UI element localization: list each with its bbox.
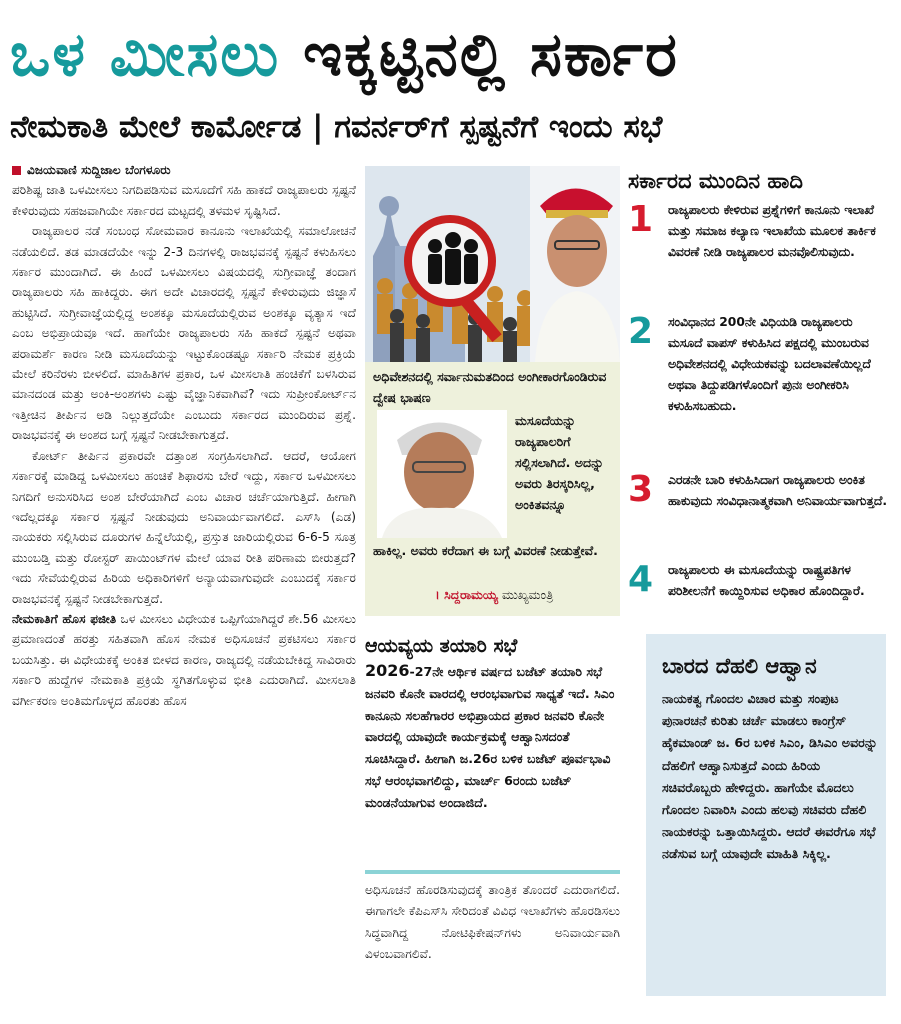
article-paragraph-last — [12, 609, 356, 711]
dateline-text: ವಿಜಯವಾಣಿ ಸುದ್ದಿಜಾಲ ಬೆಂಗಳೂರು — [27, 163, 171, 177]
lead-bold: ನೇಮಕಾತಿಗೆ ಹೊಸ ಫಜೀತಿ — [12, 611, 117, 626]
headline — [10, 10, 890, 100]
article-continuation: ಅಧಿಸೂಚನೆ ಹೊರಡಿಸುವುದಕ್ಕೆ ತಾಂತ್ರಿಕ ತೊಂದರೆ ಎದುರಾಗಲಿದೆ. ಈಗಾಗಲೇ ಕೆಪಿಎಸ್‌ಸಿ ಸೇರಿದಂತೆ ವಿವಿಧ ಇಲಾಖೆಗಳು ಹೊರಡಿಸಲು ಸಿದ್ಧವಾಗಿದ್ದ ನೋಟಿಫಿಕೇಷನ್‌ಗಳು ಅನಿವಾರ್ಯವಾಗಿ ವಿಳಂಬವಾಗಲಿವೆ. — [365, 883, 620, 962]
quote-text-top: ಅಧಿವೇಶನದಲ್ಲಿ ಸರ್ವಾನುಮತದಿಂದ ಅಂಗೀಕಾರಗೊಂಡಿರುವ ದ್ವೇಷ ಭಾಷಣ — [373, 369, 607, 405]
headline-part2: ಇಕ್ಕಟ್ಟಿನಲ್ಲಿ ಸರ್ಕಾರ — [303, 20, 679, 90]
agenda-number: 2 — [628, 311, 654, 352]
agenda-text: ಎರಡನೇ ಬಾರಿ ಕಳುಹಿಸಿದಾಗ ರಾಜ್ಯಪಾಲರು ಅಂಕಿತ ಹಾಕುವುದು ಸಂವಿಧಾನಾತ್ಮಕವಾಗಿ ಅನಿವಾರ್ಯವಾಗುತ್ತದೆ. — [668, 473, 887, 508]
cm-portrait — [377, 410, 507, 538]
delhi-heading: ಬಾರದ ದೆಹಲಿ ಆಹ್ವಾನ — [662, 654, 817, 678]
agenda-number: 4 — [628, 559, 654, 600]
agenda-number: 1 — [628, 199, 654, 240]
agenda-text: ಸಂವಿಧಾನದ 200ನೇ ವಿಧಿಯಡಿ ರಾಜ್ಯಪಾಲರು ಮಸೂದೆ ವಾಪಸ್ ಕಳುಹಿಸಿದ ಪಕ್ಷದಲ್ಲಿ ಮುಂಬರುವ ಅಧಿವೇಶನದಲ್ಲಿ ವಿಧೇಯಕವನ್ನು ಬದಲಾವಣೆಯಿಲ್ಲದೆ ಅಥವಾ ತಿದ್ದುಪಡಿಗಳೊಂದಿಗೆ ಪುನಃ ಅಂಗೀಕರಿಸಿ ಕಳುಹಿಸಬಹುದು. — [668, 315, 871, 413]
budget-year: 2026 — [365, 661, 410, 680]
quote-text-right: ಮಸೂದೆಯನ್ನು ರಾಜ್ಯಪಾಲರಿಗೆ ಸಲ್ಲಿಸಲಾಗಿದೆ. ಅದನ್ನು ಅವರು ತಿರಸ್ಕರಿಸಿಲ್ಲ, ಅಂಕಿತವನ್ನೂ — [515, 413, 604, 512]
article-paragraph: ರಾಜ್ಯಪಾಲರ ನಡೆ ಸಂಬಂಧ ಸೋಮವಾರ ಕಾನೂನು ಇಲಾಖೆಯಲ್ಲಿ ಸಮಾಲೋಚನೆ ನಡೆಯಲಿದೆ. ತಡ ಮಾಡದೆಯೇ ಇನ್ನು 2-3 ದಿನಗಳಲ್ಲಿ ರಾಜಭವನಕ್ಕೆ ಸ್ಪಷ್ಟನೆ ಕಳುಹಿಸಲು ಸರ್ಕಾರ ಮುಂದಾಗಿದೆ. ಈ ಹಿಂದೆ ಒಳಮೀಸಲು ವಿಷಯದಲ್ಲಿ ಸುಗ್ರೀವಾಜ್ಞೆ ತಂದಾಗ ರಾಜ್ಯಪಾಲರು ಸಹಿ ಹಾಕಿದ್ದರು. ಈಗ ಅದೇ ವಿಚಾರದಲ್ಲಿ ಸ್ಪಷ್ಟನೆ ಕೇಳಿರುವುದು ಜಿಜ್ಞಾಸೆ ಹುಟ್ಟಿಸಿದೆ. ಸುಗ್ರೀವಾಜ್ಞೆಯಲ್ಲಿದ್ದ ಅಂಶಕ್ಕೂ ಮಸೂದೆಯಲ್ಲಿರುವ ಅಂಶಕ್ಕೂ ವ್ಯತ್ಯಾಸ ಇದೆ ಎಂಬ ಅಭಿಪ್ರಾಯವೂ ಇದೆ. ಹಾಗೆಯೇ ರಾಜ್ಯಪಾಲರು ಸಹಿ ಹಾಕದೆ ಸ್ಪಷ್ಟನೆ ಅಥವಾ ಪರಾಮರ್ಶೆ ಕಾರಣ ನೀಡಿ ಮಸೂದೆಯನ್ನು ಇಟ್ಟುಕೊಂಡಷ್ಟೂ ಸರ್ಕಾರಿ ನೇಮಕ ಪ್ರಕ್ರಿಯೆ ಮೇಲೆ ಕರಿನೆರಳು ಬೀಳಲಿದೆ. ಮಾಹಿತಿಗಳ ಪ್ರಕಾರ, ಒಳ ಮೀಸಲಾತಿ ಹಂಚಿಕೆಗೆ ಬಳಸಿರುವ ಮಾನದಂಡ ಮತ್ತು ಅಂಕಿ-ಅಂಶಗಳು ಎಷ್ಟು ವೈಜ್ಞಾನಿಕವಾಗಿವೆ? ಇದು ಸುಪ್ರೀಂಕೋರ್ಟ್‌ನ ಇತ್ತೀಚಿನ ತೀರ್ಪಿನ ಅಡಿ ನಿಲ್ಲುತ್ತದೆಯೇ ಎಂಬುದು ಸರ್ಕಾರದ ಮುಂದಿರುವ ಪ್ರಶ್ನೆ. ರಾಜಭವನಕ್ಕೆ ಈ ಅಂಶದ ಬಗ್ಗೆ ಸ್ಪಷ್ಟನೆ ನೀಡಬೇಕಾಗುತ್ತದೆ. — [12, 224, 356, 443]
agenda-item — [628, 470, 890, 556]
subheadline: ನೇಮಕಾತಿ ಮೇಲೆ ಕಾರ್ಮೋಡ | ಗವರ್ನರ್‌ಗೆ ಸ್ಪಷ್ಟನೆಗೆ ಇಂದು ಸಭೆ — [10, 109, 663, 145]
quote-text-bottom: ಹಾಕಿಲ್ಲ. ಅವರು ಕರೆದಾಗ ಈ ಬಗ್ಗೆ ವಿವರಣೆ ನೀಡುತ್ತೇವೆ. — [373, 543, 598, 558]
delhi-text: ನಾಯಕತ್ವ ಗೊಂದಲ ವಿಚಾರ ಮತ್ತು ಸಂಪುಟ ಪುನಾರಚನೆ ಕುರಿತು ಚರ್ಚೆ ಮಾಡಲು ಕಾಂಗ್ರೆಸ್ ಹೈಕಮಾಂಡ್ ಜ. 6ರ ಬಳಿಕ ಸಿಎಂ, ಡಿಸಿಎಂ ಅವರನ್ನು ದೆಹಲಿಗೆ ಆಹ್ವಾನಿಸುತ್ತದೆ ಎಂದು ಹಿರಿಯ ಸಚಿವರೊಬ್ಬರು ಹೇಳಿದ್ದರು. ಹಾಗೆಯೇ ಮೊದಲು ಗೊಂದಲ ನಿವಾರಿಸಿ ಎಂದು ಹಲವು ಸಚಿವರು ದೆಹಲಿ ನಾಯಕರನ್ನು ಒತ್ತಾಯಿಸಿದ್ದರು. ಆದರೆ ಈವರೆಗೂ ಸಭೆ ನಡೆಸುವ ಬಗ್ಗೆ ಯಾವುದೇ ಮಾಹಿತಿ ಸಿಕ್ಕಿಲ್ಲ. — [662, 691, 878, 862]
quote-box — [365, 362, 620, 616]
quote-speaker-role: ಮುಖ್ಯಮಂತ್ರಿ — [497, 587, 554, 602]
agenda-item — [628, 312, 890, 462]
main-article — [12, 160, 356, 1020]
agenda-number: 3 — [628, 469, 654, 510]
agenda-text: ರಾಜ್ಯಪಾಲರು ಈ ಮಸೂದೆಯನ್ನು ರಾಷ್ಟ್ರಪತಿಗಳ ಪರಿಶೀಲನೆಗೆ ಕಾಯ್ದಿರಿಸುವ ಅಧಿಕಾರ ಹೊಂದಿದ್ದಾರೆ. — [668, 563, 865, 598]
quote-attribution — [435, 584, 615, 606]
dateline — [12, 160, 356, 180]
budget-text — [365, 660, 620, 814]
article-paragraph: ಪರಿಶಿಷ್ಟ ಜಾತಿ ಒಳಮೀಸಲು ನಿಗದಿಪಡಿಸುವ ಮಸೂದೆಗೆ ಸಹಿ ಹಾಕದೆ ರಾಜ್ಯಪಾಲರು ಸ್ಪಷ್ಟನೆ ಕೇಳಿರುವುದು ಸಹಜವಾಗಿಯೇ ಸರ್ಕಾರದ ಮಟ್ಟದಲ್ಲಿ ತಳಮಳ ಸೃಷ್ಟಿಸಿದೆ. — [12, 183, 356, 218]
budget-body: -27ನೇ ಆರ್ಥಿಕ ವರ್ಷದ ಬಜೆಟ್ ತಯಾರಿ ಸಭೆ ಜನವರಿ ಕೊನೇ ವಾರದಲ್ಲಿ ಆರಂಭವಾಗುವ ಸಾಧ್ಯತೆ ಇದೆ. ಸಿಎಂ ಕಾನೂನು ಸಲಹೆಗಾರರ ಅಭಿಪ್ರಾಯದ ಪ್ರಕಾರ ಜನವರಿ ಕೊನೇ ವಾರದಲ್ಲಿ ಯಾವುದೇ ಕಾರ್ಯಕ್ರಮಕ್ಕೆ ಆಹ್ವಾನಿಸದಂತೆ ಸೂಚಿಸಿದ್ದಾರೆ. ಹೀಗಾಗಿ ಜ.26ರ ಬಳಿಕ ಬಜೆಟ್ ಪೂರ್ವಭಾವಿ ಸಭೆ ಆರಂಭವಾಗಲಿದ್ದು, ಮಾರ್ಚ್ 6ರಂದು ಬಜೆಟ್ ಮಂಡನೆಯಾಗುವ ಅಂದಾಜಿದೆ. — [365, 664, 615, 810]
budget-heading: ಆಯವ್ಯಯ ತಯಾರಿ ಸಭೆ — [365, 635, 518, 657]
agenda-item — [628, 560, 890, 626]
headline-part1: ಒಳ ಮೀಸಲು — [10, 20, 281, 90]
agenda-text: ರಾಜ್ಯಪಾಲರು ಕೇಳಿರುವ ಪ್ರಶ್ನೆಗಳಿಗೆ ಕಾನೂನು ಇಲಾಖೆ ಮತ್ತು ಸಮಾಜ ಕಲ್ಯಾಣ ಇಲಾಖೆಯ ಮೂಲಕ ತಾರ್ಕಿಕ ವಿವರಣೆ ನೀಡಿ ರಾಜ್ಯಪಾಲರ ಮನವೊಲಿಸುವುದು. — [668, 203, 876, 259]
reservation-illustration — [365, 166, 620, 362]
agenda-heading: ಸರ್ಕಾರದ ಮುಂದಿನ ಹಾದಿ — [628, 169, 803, 193]
last-paragraph-text: ಒಳ ಮೀಸಲು ವಿಧೇಯಕ ಒಪ್ಪಿಗೆಯಾಗಿದ್ದರೆ ಶೇ.56 ಮೀಸಲು ಪ್ರಮಾಣದಂತೆ ಹರತ್ತು ಸಹಿತವಾಗಿ ಹೊಸ ನೇಮಕ ಅಧಿಸೂಚನೆ ಪ್ರಕಟಿಸಲು ಸರ್ಕಾರ ಬಯಸಿತ್ತು. ಈ ವಿಧೇಯಕಕ್ಕೆ ಅಂಕಿತ ಬೀಳದ ಕಾರಣ, ರಾಜ್ಯದಲ್ಲಿ ನಡೆಯಬೇಕಿದ್ದ ಸಾವಿರಾರು ಸರ್ಕಾರಿ ಹುದ್ದೆಗಳ ನೇಮಕಾತಿ ಪ್ರಕ್ರಿಯೆ ಸ್ಥಗಿತಗೊಳ್ಳುವ ಭೀತಿ ಎದುರಾಗಿದೆ. ಮೀಸಲಾತಿ ವರ್ಗೀಕರಣ ಅಂತಿಮಗೊಳ್ಳದ ಹೊರತು ಹೊಸ — [12, 611, 356, 708]
dateline-marker-icon — [12, 166, 21, 175]
illustration-image — [365, 166, 620, 362]
article-paragraph: ಕೋರ್ಟ್ ತೀರ್ಪಿನ ಪ್ರಕಾರವೇ ದತ್ತಾಂಶ ಸಂಗ್ರಹಿಸಲಾಗಿದೆ. ಆದರೆ, ಆಯೋಗ ಸರ್ಕಾರಕ್ಕೆ ಮಾಡಿದ್ದ ಒಳಮೀಸಲು ಹಂಚಿಕೆ ಶಿಫಾರಸು ಬೇರೆ ಇದ್ದು, ಸರ್ಕಾರ ಒಳಮೀಸಲು ನಿಗದಿಗೆ ಅನುಸರಿಸಿದ ಅಂಶ ಬೇರೆಯಾಗಿದೆ ಎಂಬ ವಿಚಾರ ಚರ್ಚೆಯಾಗುತ್ತಿದೆ. ಹೀಗಾಗಿ ಇದೆಲ್ಲದಕ್ಕೂ ಸರ್ಕಾರ ಸ್ಪಷ್ಟನೆ ನೀಡುವುದು ಅನಿವಾರ್ಯವಾಗಲಿದೆ. ಎಸ್‌ಸಿ (ಎಡ) ನಾಯಕರು ಸಲ್ಲಿಸಿರುವ ದೂರುಗಳ ಹಿನ್ನೆಲೆಯಲ್ಲಿ, ಪ್ರಸ್ತುತ ಜಾರಿಯಲ್ಲಿರುವ 6-6-5 ಸೂತ್ರ ಮುಂಬಡ್ತಿ ಮತ್ತು ರೋಸ್ಟರ್ ಪಾಯಿಂಟ್‌ಗಳ ಮೇಲೆ ಯಾವ ರೀತಿ ಪರಿಣಾಮ ಬೀರುತ್ತದೆ? ಇದು ಸೇವೆಯಲ್ಲಿರುವ ಹಿರಿಯ ಅಧಿಕಾರಿಗಳಿಗೆ ಅನ್ಯಾಯವಾಗುವುದೇ ಎಂಬುದಕ್ಕೆ ಸರ್ಕಾರ ರಾಜಭವನಕ್ಕೆ ಸ್ಪಷ್ಟನೆ ನೀಡಬೇಕಾಗುತ್ತದೆ. — [12, 448, 356, 606]
divider — [365, 870, 620, 874]
agenda-item — [628, 200, 890, 308]
quote-speaker: । ಸಿದ್ದರಾಮಯ್ಯ — [435, 587, 498, 602]
